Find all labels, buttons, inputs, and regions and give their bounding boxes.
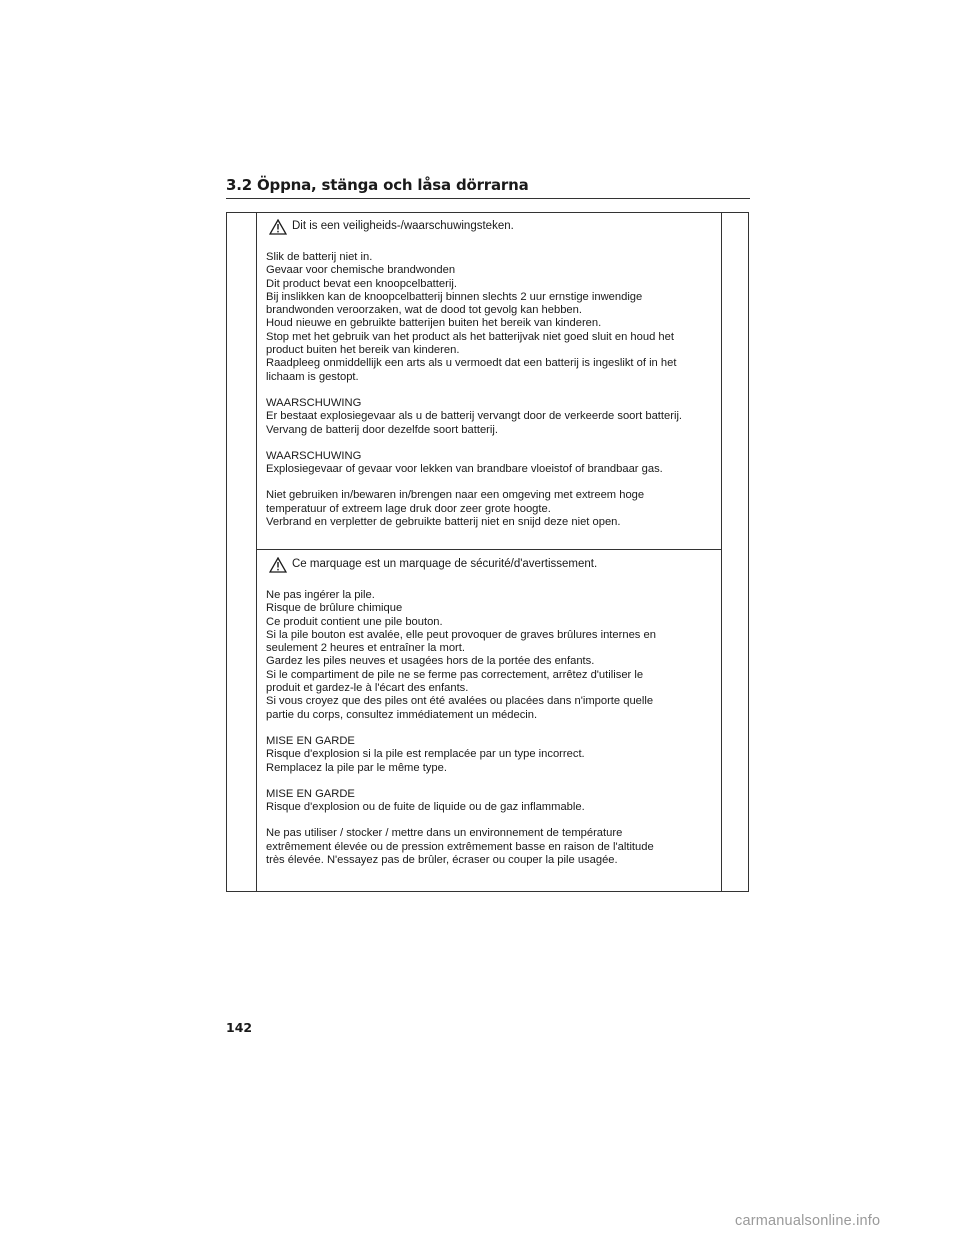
text-line: MISE EN GARDE — [266, 787, 355, 800]
text-line: Raadpleeg onmiddellijk een arts als u vermoedt dat een batterij is ingeslikt of in het — [266, 357, 677, 370]
page-number: 142 — [226, 1020, 253, 1035]
text-line: WAARSCHUWING — [266, 396, 362, 409]
warning-panel-french — [266, 556, 716, 867]
text-line: produit et gardez-le à l'écart des enfants. — [266, 682, 469, 695]
text-line: product buiten het bereik van kinderen. — [266, 344, 460, 357]
text-line: Si le compartiment de pile ne se ferme pas correctement, arrêtez d'utiliser le — [266, 668, 644, 681]
text-line: Si la pile bouton est avalée, elle peut provoquer de graves brûlures internes en — [266, 628, 656, 641]
warning-panel-dutch — [266, 218, 716, 529]
warning-triangle-icon — [269, 557, 287, 573]
text-line: Risque d'explosion ou de fuite de liquide ou de gaz inflammable. — [266, 801, 585, 814]
text-block — [266, 489, 716, 529]
text-block — [266, 397, 716, 437]
text-line: Gardez les piles neuves et usagées hors de la portée des enfants. — [266, 655, 595, 668]
text-line: Ce produit contient une pile bouton. — [266, 615, 443, 628]
text-line: Ne pas ingérer la pile. — [266, 589, 375, 601]
warning-heading-dutch — [266, 218, 716, 236]
text-line: Stop met het gebruik van het product als het batterijvak niet goed sluit en houd het — [266, 330, 674, 343]
text-line: Vervang de batterij door dezelfde soort batterij. — [266, 423, 498, 436]
text-block — [266, 589, 716, 722]
text-line: MISE EN GARDE — [266, 734, 355, 747]
text-line: Slik de batterij niet in. — [266, 251, 373, 263]
text-line: WAARSCHUWING — [266, 449, 362, 462]
text-block — [266, 827, 716, 867]
text-line: Niet gebruiken in/bewaren in/brengen naar een omgeving met extreem hoge — [266, 489, 645, 502]
text-line: Verbrand en verpletter de gebruikte batterij niet en snijd deze niet open. — [266, 516, 621, 529]
text-line: Explosiegevaar of gevaar voor lekken van brandbare vloeistof of brandbaar gas. — [266, 463, 663, 476]
text-line: Er bestaat explosiegevaar als u de batterij vervangt door de verkeerde soort batterij. — [266, 410, 683, 423]
text-block — [266, 735, 716, 775]
text-line: Ne pas utiliser / stocker / mettre dans un environnement de température — [266, 827, 623, 840]
text-line: partie du corps, consultez immédiatement un médecin. — [266, 708, 538, 721]
warning-heading-french — [266, 556, 716, 574]
text-line: seulement 2 heures et entraîner la mort. — [266, 642, 465, 655]
text-line: Bij inslikken kan de knoopcelbatterij binnen slechts 2 uur ernstige inwendige — [266, 290, 643, 303]
text-line: Remplacez la pile par le même type. — [266, 761, 447, 774]
text-line: extrêmement élevée ou de pression extrêmement basse en raison de l'altitude — [266, 840, 654, 853]
watermark: carmanualsonline.info — [735, 1213, 881, 1229]
warning-triangle-icon — [269, 219, 287, 235]
section-title: 3.2 Öppna, stänga och låsa dörrarna — [226, 176, 529, 194]
text-line: brandwonden veroorzaken, wat de dood tot gevolg kan hebben. — [266, 304, 582, 317]
text-block — [266, 788, 716, 815]
text-block — [266, 450, 716, 477]
title-rule — [226, 198, 750, 199]
text-line: Houd nieuwe en gebruikte batterijen buiten het bereik van kinderen. — [266, 317, 602, 330]
text-line: très élevée. N'essayez pas de brûler, écraser ou couper la pile usagée. — [266, 854, 618, 867]
text-line: Gevaar voor chemische brandwonden — [266, 264, 456, 277]
text-line: Si vous croyez que des piles ont été avalées ou placées dans n'importe quelle — [266, 695, 654, 708]
language-divider — [256, 549, 722, 550]
text-line: Dit product bevat een knoopcelbatterij. — [266, 277, 457, 290]
text-line: temperatuur of extreem lage druk door zeer grote hoogte. — [266, 502, 551, 515]
text-line: Risque de brûlure chimique — [266, 602, 403, 615]
warning-heading-text: Ce marquage est un marquage de sécurité/d'avertissement. — [292, 558, 598, 571]
warning-heading-text: Dit is een veiligheids-/waarschuwingsteken. — [292, 220, 514, 233]
text-line: Risque d'explosion si la pile est remplacée par un type incorrect. — [266, 748, 585, 761]
text-line: lichaam is gestopt. — [266, 370, 359, 383]
text-block — [266, 251, 716, 384]
